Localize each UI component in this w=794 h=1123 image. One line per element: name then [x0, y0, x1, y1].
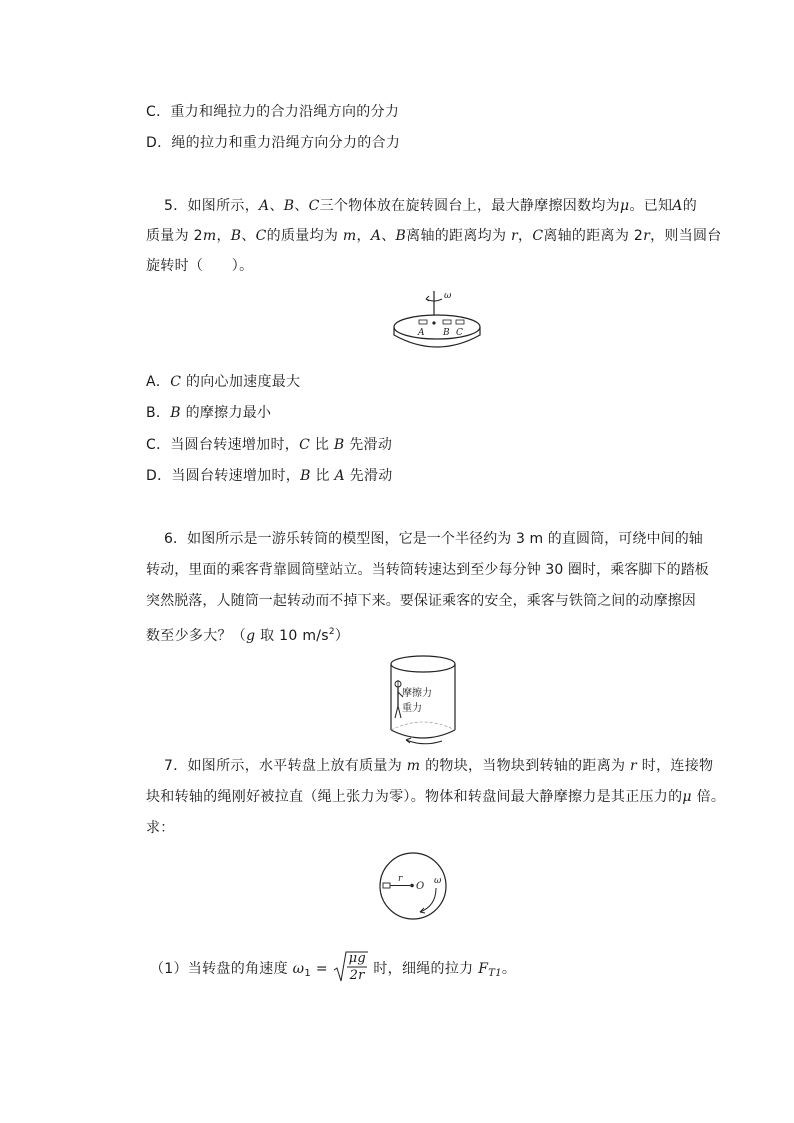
- axis-point: [432, 321, 435, 324]
- q5-option-c: C．当圆台转速增加时，C 比 B 先滑动: [146, 437, 393, 453]
- q6-stem-line4: 数至少多大？（g 取 10 $m/s^2$）: [146, 627, 350, 644]
- omega-label: ω: [434, 876, 442, 886]
- label-a: A: [418, 328, 425, 338]
- label-b: B: [443, 328, 450, 338]
- q5-stem-line3: 旋转时（ ）。: [146, 258, 254, 274]
- q5-option-d: D．当圆台转速增加时，B 比 A 先滑动: [146, 468, 393, 484]
- friction-label: 摩擦力: [402, 688, 432, 699]
- rotation-arrow: [406, 740, 442, 744]
- q7-turntable-figure: [374, 850, 454, 924]
- q5-stem-line2: 质量为 2m，B、C的质量均为 m，A、B离轴的距离均为 r，C离轴的距离为 2r，则当圆台: [146, 228, 722, 244]
- sqrt-formula: μg 2r: [333, 950, 369, 984]
- q7-stem-line3: 求：: [146, 820, 175, 836]
- q7-stem-line1: 7．如图所示，水平转盘上放有质量为 m 的物块，当物块到转轴的距离为 r 时，连接物: [164, 758, 714, 774]
- center-label: O: [416, 881, 425, 892]
- center-point: [410, 884, 414, 888]
- q4-option-d: D．绳的拉力和重力沿绳方向分力的合力: [146, 135, 401, 151]
- omega-label: ω: [444, 291, 452, 301]
- block-b: [443, 320, 451, 324]
- q4-option-c: C．重力和绳拉力的合力沿绳方向的分力: [146, 104, 400, 120]
- q6-stem-line1: 6．如图所示是一游乐转筒的模型图，它是一个半径约为 3 m 的直圆筒，可绕中间的轴: [164, 531, 703, 547]
- q5-option-b: B．B 的摩擦力最小: [146, 405, 272, 421]
- q5-option-a: A．C 的向心加速度最大: [146, 374, 301, 390]
- label-c: C: [456, 328, 463, 338]
- block: [383, 883, 390, 888]
- q6-stem-line2: 转动，里面的乘客背靠圆筒壁站立。当转筒转速达到至少每分钟 30 圈时，乘客脚下的踏板: [146, 562, 709, 578]
- q6-rotor-figure: [384, 652, 466, 748]
- block-a: [419, 320, 427, 324]
- cylinder-top: [391, 656, 455, 672]
- q7-subquestion-1: （1）当转盘的角速度 $\omega_1$ = μg 2r 时，细绳的拉力 $F_{T1}$。: [150, 951, 517, 983]
- radius-label: r: [398, 874, 403, 884]
- q7-stem-line2: 块和转轴的绳刚好被拉直（绳上张力为零）。物体和转盘间最大静摩擦力是其正压力的μ 倍。: [146, 789, 726, 805]
- q6-stem-line3: 突然脱落，人随筒一起转动而不掉下来。要保证乘客的安全，乘客与铁筒之间的动摩擦因: [146, 593, 696, 609]
- q5-turntable-figure: [390, 287, 486, 357]
- gravity-label: 重力: [402, 703, 422, 714]
- q5-stem-line1: 5．如图所示，A、B、C三个物体放在旋转圆台上，最大静摩擦因数均为μ。已知A的: [164, 198, 698, 214]
- cylinder-bottom: [391, 730, 455, 738]
- disc-top: [394, 315, 480, 339]
- block-c: [456, 320, 464, 324]
